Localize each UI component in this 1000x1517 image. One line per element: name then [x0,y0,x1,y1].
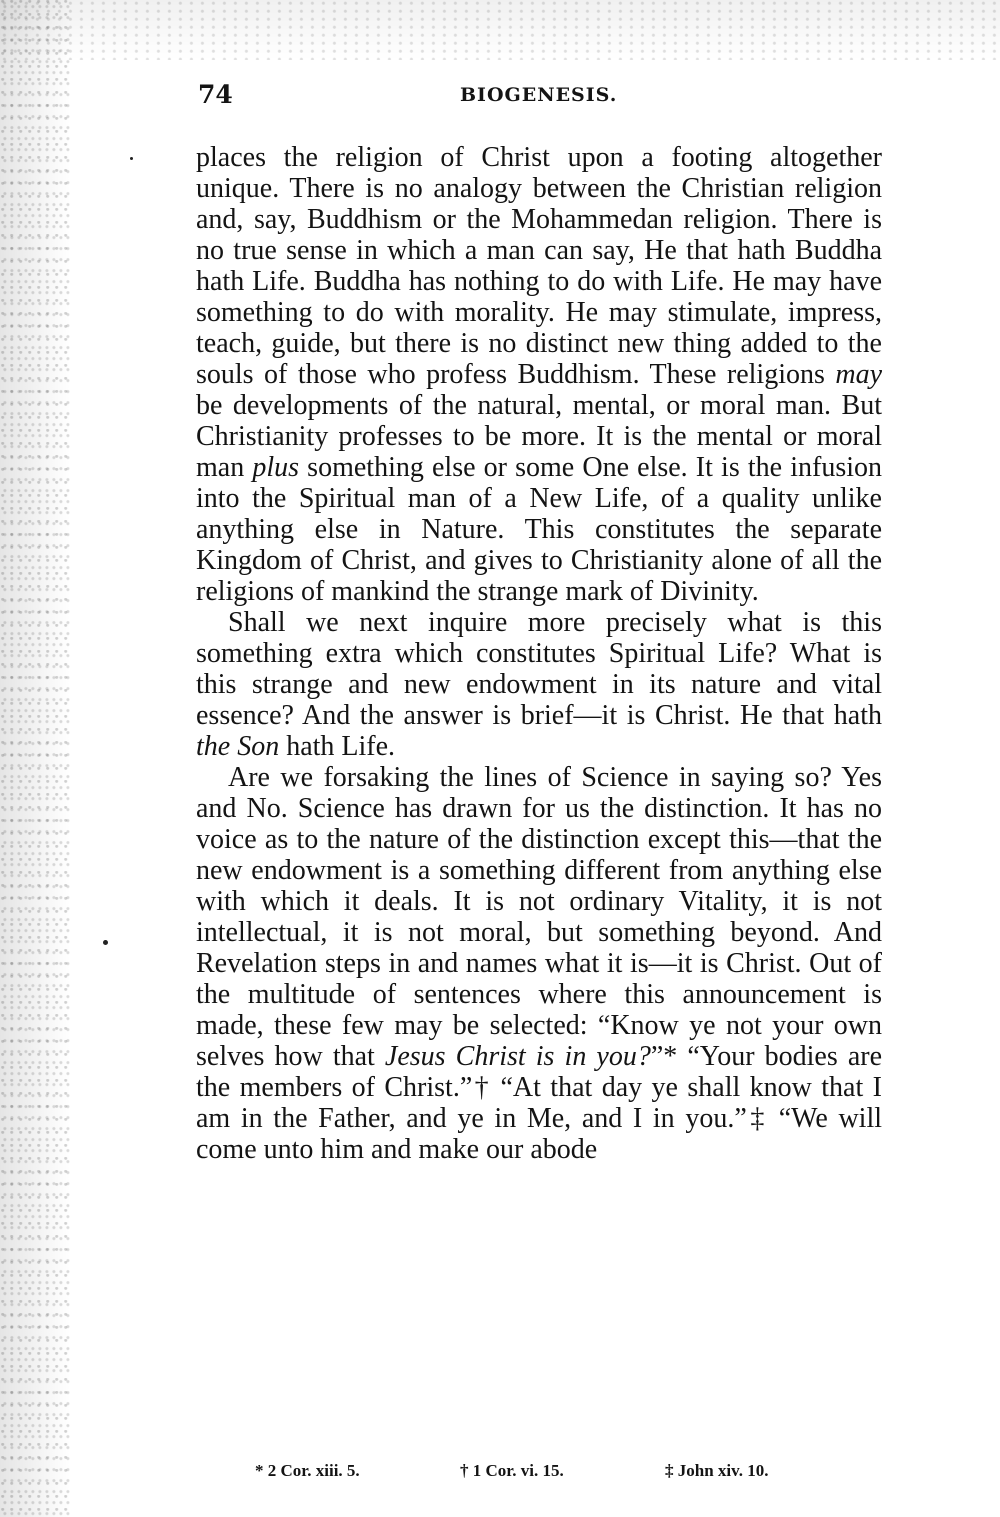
footnote: ‡ John xiv. 10. [665,1461,769,1480]
italic-run: Jesus Christ is in you? [384,1041,651,1072]
text-run: hath Life. [279,731,396,762]
italic-run: may [835,359,882,390]
page-header [198,80,878,110]
page-number: 74 [198,80,233,109]
text-run: be developments of the natural, mental, or moral man. But Christianity professes to be more. It is the mental or moral man [196,390,882,483]
paragraph [196,142,882,607]
running-head: BIOGENESIS. [460,84,618,106]
italic-run: the Son [196,731,280,762]
footnote: * 2 Cor. xiii. 5. [255,1461,360,1480]
ink-speck [103,940,108,945]
paragraph [196,607,882,762]
ink-speck [130,157,133,160]
text-run: Are we forsaking the lines of Science in saying so? Yes and No. Science has drawn for us the distinction. It has no voice as to the nature of the distinction except this—that the new endowment is a something different from anything else with which it deals. It is not ordinary Vitality, it is not intellectual, it is not moral, but something beyond. And Revelation steps in and names what it is—it is Christ. Out of the multitude of sentences where this announcement is made, these few may be selected: “Know ye not your own selves how that [196,762,882,1072]
text-run: Shall we next inquire more precisely what is this something extra which constitutes Spiritual Life? What is this strange and new endowment in its nature and vital essence? And the answer is brief—it is Christ. He that hath [196,607,882,731]
italic-run: plus [252,452,300,483]
scan-edge-left [0,0,70,1517]
paragraph [196,762,882,1165]
footnote: † 1 Cor. vi. 15. [460,1461,564,1480]
text-run: places the religion of Christ upon a footing altogether unique. There is no analogy between the Christian religion and, say, Buddhism or the Mohammedan religion. There is no true sense in which a man can say, He that hath Buddha hath Life. Buddha has nothing to do with Life. He may have something to do with morality. He may stimulate, impress, teach, guide, but there is no distinct new thing added to the souls of those who profess Buddhism. These religions [196,142,882,390]
scan-edge-top [0,0,1000,60]
body-text [196,142,882,1165]
text-run: something else or some One else. It is the infusion into the Spiritual man of a New Life, of a quality unlike anything else in Nature. This constitutes the separate Kingdom of Christ, and gives to Christianity alone of all the religions of mankind the strange mark of Divinity. [196,452,882,607]
text-run: ”* “Your bodies are the members of Christ.”† “At that day ye shall know that I am in the Father, and ye in Me, and I in you.”‡ “We will come unto him and make our abode [196,1041,882,1165]
